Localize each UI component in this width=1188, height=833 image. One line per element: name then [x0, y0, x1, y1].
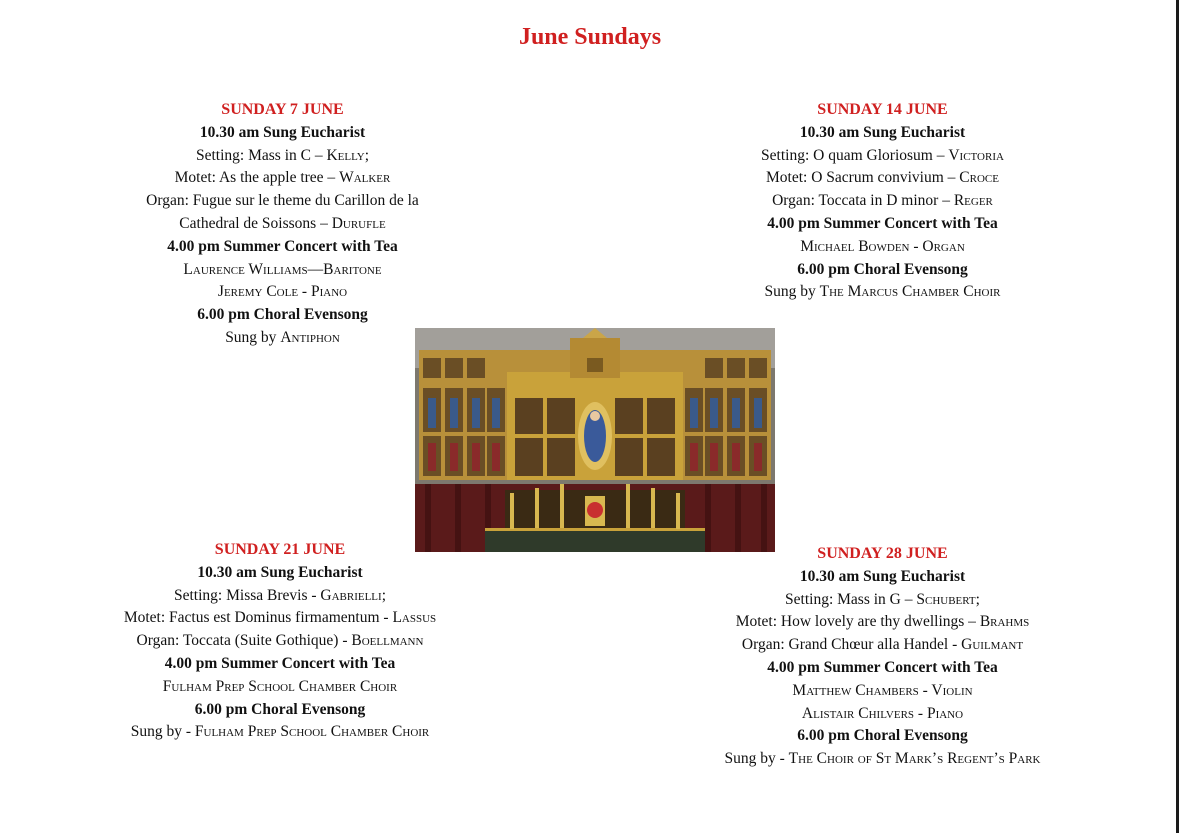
- day-heading: SUNDAY 28 JUNE: [817, 545, 948, 562]
- performer-line: Laurence Williams—Baritone: [183, 260, 382, 278]
- service-time: 10.30 am Sung Eucharist: [799, 567, 966, 585]
- organ-line: Organ: Toccata in D minor – Reger: [772, 192, 993, 210]
- performer-line: Alistair Chilvers - Piano: [801, 704, 964, 722]
- sunday-28-june-block: [680, 543, 1085, 771]
- motet-line: Motet: As the apple tree – Walker: [174, 169, 391, 187]
- concert-time: 4.00 pm Summer Concert with Tea: [767, 214, 998, 232]
- day-heading: SUNDAY 14 JUNE: [817, 101, 948, 118]
- motet-line: Motet: How lovely are thy dwellings – Brahms: [735, 613, 1030, 631]
- altarpiece-illustration: [415, 328, 775, 552]
- page-title: June Sundays: [518, 24, 662, 50]
- evensong-time: 6.00 pm Choral Evensong: [197, 306, 368, 324]
- organ-line-cont: Cathedral de Soissons – Durufle: [179, 214, 386, 232]
- choir-line: Sung by - Fulham Prep School Chamber Choir: [130, 723, 430, 741]
- evensong-time: 6.00 pm Choral Evensong: [194, 700, 366, 718]
- setting-line: Setting: Mass in G – Schubert;: [785, 590, 980, 608]
- organ-line: Organ: Fugue sur le theme du Carillon de la: [146, 192, 419, 210]
- page-right-border: [1176, 0, 1179, 833]
- altarpiece-photo: [415, 328, 775, 552]
- evensong-time: 6.00 pm Choral Evensong: [797, 727, 968, 745]
- performer-line: Fulham Prep School Chamber Choir: [162, 677, 398, 695]
- service-time: 10.30 am Sung Eucharist: [197, 563, 363, 581]
- performer-line: Matthew Chambers - Violin: [792, 681, 973, 699]
- organ-line: Organ: Toccata (Suite Gothique) - Boellmann: [136, 632, 424, 650]
- sunday-7-june-block: [90, 99, 475, 350]
- setting-line: Setting: O quam Gloriosum – Victoria: [761, 146, 1004, 164]
- sunday-14-june-block: [690, 99, 1075, 304]
- performer-line: Michael Bowden - Organ: [800, 237, 965, 255]
- sunday-21-june-block: [75, 539, 485, 744]
- performer-line: Jeremy Cole - Piano: [217, 283, 348, 301]
- choir-line: Sung by - The Choir of St Mark’s Regent’s Park: [724, 750, 1041, 768]
- service-time: 10.30 am Sung Eucharist: [799, 123, 966, 141]
- setting-line: Setting: Mass in C – Kelly;: [196, 146, 369, 164]
- service-time: 10.30 am Sung Eucharist: [199, 123, 366, 141]
- concert-time: 4.00 pm Summer Concert with Tea: [767, 658, 998, 676]
- evensong-time: 6.00 pm Choral Evensong: [797, 260, 968, 278]
- motet-line: Motet: O Sacrum convivium – Croce: [766, 169, 999, 187]
- day-heading: SUNDAY 21 JUNE: [214, 541, 346, 558]
- choir-line: Sung by The Marcus Chamber Choir: [764, 283, 1001, 301]
- concert-time: 4.00 pm Summer Concert with Tea: [164, 654, 396, 672]
- organ-line: Organ: Grand Chœur alla Handel - Guilmant: [741, 636, 1024, 654]
- day-heading: SUNDAY 7 JUNE: [221, 101, 344, 118]
- motet-line: Motet: Factus est Dominus firmamentum - Lassus: [123, 609, 437, 627]
- choir-line: Sung by Antiphon: [225, 328, 340, 346]
- setting-line: Setting: Missa Brevis - Gabrielli;: [174, 586, 386, 604]
- concert-time: 4.00 pm Summer Concert with Tea: [167, 237, 398, 255]
